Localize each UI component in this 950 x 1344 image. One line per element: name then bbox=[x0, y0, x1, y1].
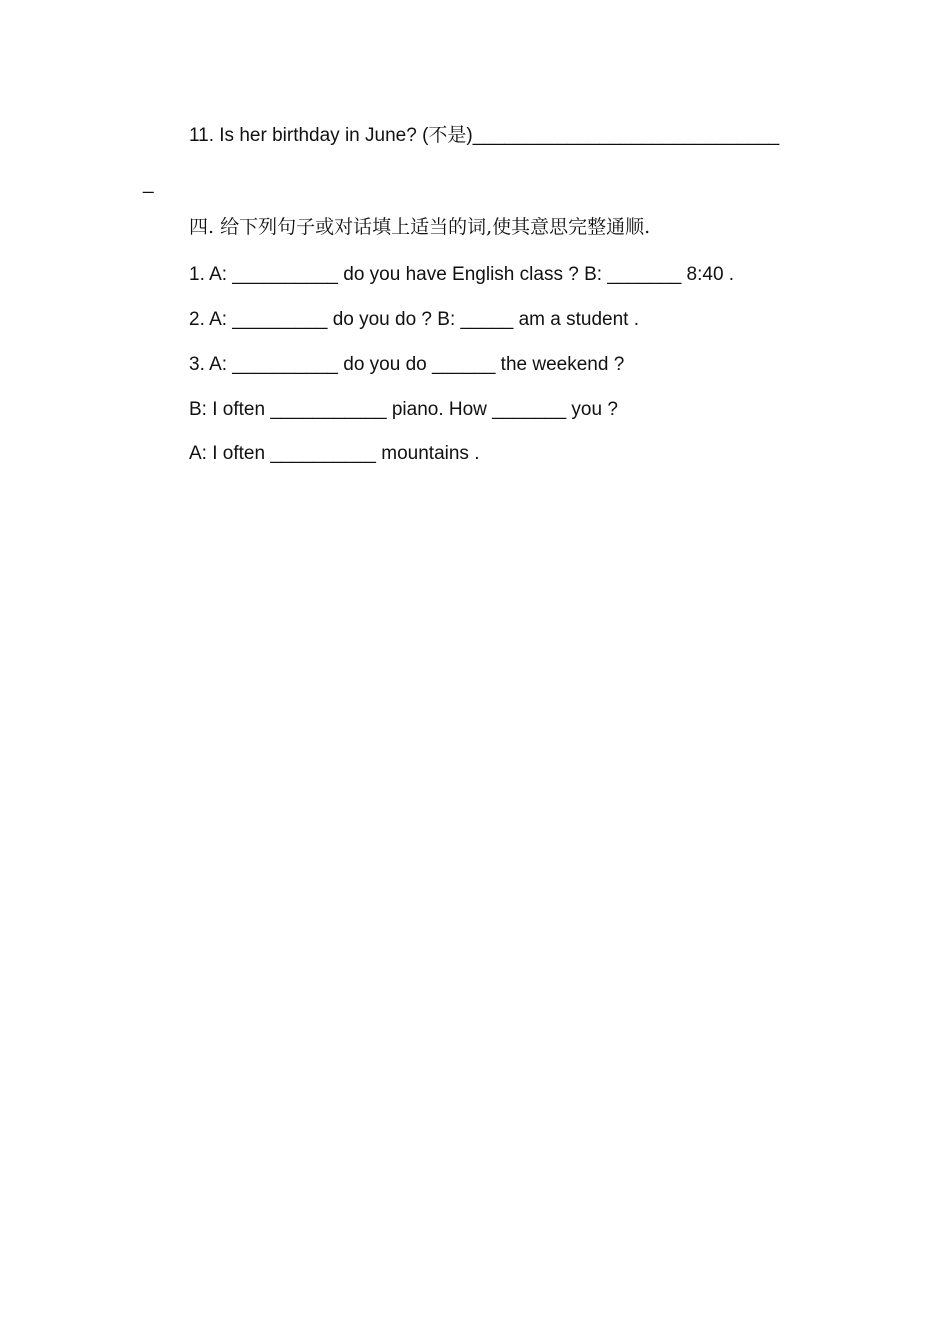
question-11: 11. Is her birthday in June? (不是)_____________________________ bbox=[189, 125, 780, 146]
question-11-overflow: _ bbox=[143, 173, 154, 194]
section-heading: 四. 给下列句子或对话填上适当的词,使其意思完整通顺. bbox=[189, 216, 651, 238]
item-1: 1. A: __________ do you have English class ? B: _______ 8:40 . bbox=[189, 264, 735, 285]
item-3: 3. A: __________ do you do ______ the weekend ? bbox=[189, 354, 625, 375]
item-3-reply: A: I often __________ mountains . bbox=[189, 443, 480, 464]
item-3-response: B: I often ___________ piano. How _______ you ? bbox=[189, 399, 618, 420]
item-2: 2. A: _________ do you do ? B: _____ am a student . bbox=[189, 309, 640, 330]
